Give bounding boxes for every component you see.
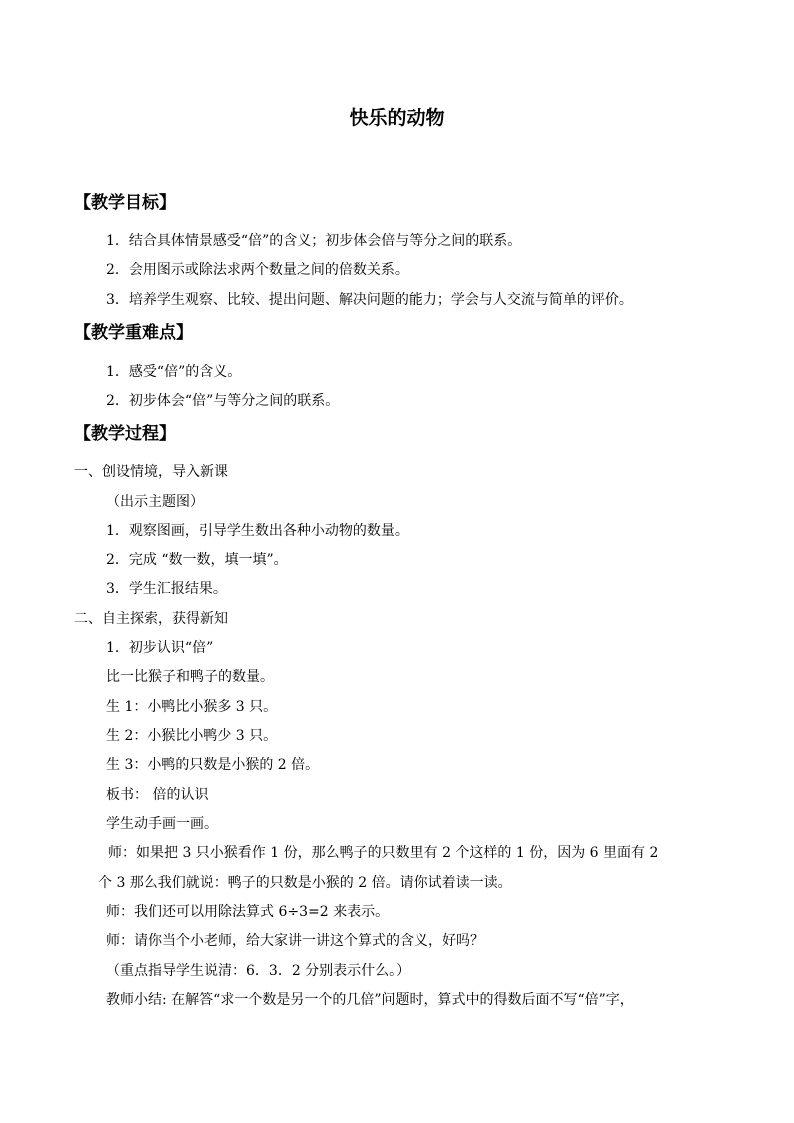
process-part2-line-4: 生 2：小猴比小鸭少 3 只。 <box>106 728 278 744</box>
process-part2-line-5: 生 3：小鸭的只数是小猴的 2 倍。 <box>106 757 320 773</box>
section-heading-key-points: 【教学重难点】 <box>74 323 193 343</box>
process-part1-note: （出示主题图） <box>106 494 204 510</box>
process-part2-line-7: 学生动手画一画。 <box>106 816 218 832</box>
goal-item-3: 3．培养学生观察、比较、提出问题、解决问题的能力；学会与人交流与简单的评价。 <box>106 292 633 308</box>
process-part2-line-10: 师：我们还可以用除法算式 6÷3=2 来表示。 <box>106 904 390 920</box>
process-part1-item-2: 2．完成 “数一数，填一填”。 <box>106 552 288 568</box>
key-point-item-2: 2．初步体会“倍”与等分之间的联系。 <box>106 393 340 409</box>
process-part2-title: 二、自主探索，获得新知 <box>74 611 228 627</box>
process-part1-title: 一、创设情境，导入新课 <box>74 464 228 480</box>
process-part2-line-9: 个 3 那么我们就说：鸭子的只数是小猴的 2 倍。请你试着读一读。 <box>98 875 512 891</box>
process-part2-line-12: （重点指导学生说清：6．3．2 分别表示什么。） <box>106 963 411 979</box>
section-heading-goals: 【教学目标】 <box>74 193 176 213</box>
process-part1-item-1: 1．观察图画，引导学生数出各种小动物的数量。 <box>106 523 409 539</box>
process-part2-line-3: 生 1：小鸭比小猴多 3 只。 <box>106 699 278 715</box>
page-title: 快乐的动物 <box>349 107 445 129</box>
process-part2-line-6: 板书： 倍的认识 <box>106 787 209 803</box>
process-part2-line-1: 1．初步认识“倍” <box>106 640 214 656</box>
process-part2-line-13: 教师小结: 在解答“求一个数是另一个的几倍”问题时，算式中的得数后面不写“倍”字， <box>106 992 634 1008</box>
process-part2-line-8: 师：如果把 3 只小猴看作 1 份，那么鸭子的只数里有 2 个这样的 1 份，因为 6 里面有 2 <box>108 845 659 861</box>
process-part2-line-11: 师：请你当个小老师，给大家讲一讲这个算式的含义，好吗？ <box>106 933 484 949</box>
goal-item-2: 2．会用图示或除法求两个数量之间的倍数关系。 <box>106 262 409 278</box>
key-point-item-1: 1．感受“倍”的含义。 <box>106 364 242 380</box>
process-part1-item-3: 3．学生汇报结果。 <box>106 581 227 597</box>
section-heading-process: 【教学过程】 <box>74 424 176 444</box>
goal-item-1: 1．结合具体情景感受“倍”的含义；初步体会倍与等分之间的联系。 <box>106 233 522 249</box>
process-part2-line-2: 比一比猴子和鸭子的数量。 <box>106 669 274 685</box>
